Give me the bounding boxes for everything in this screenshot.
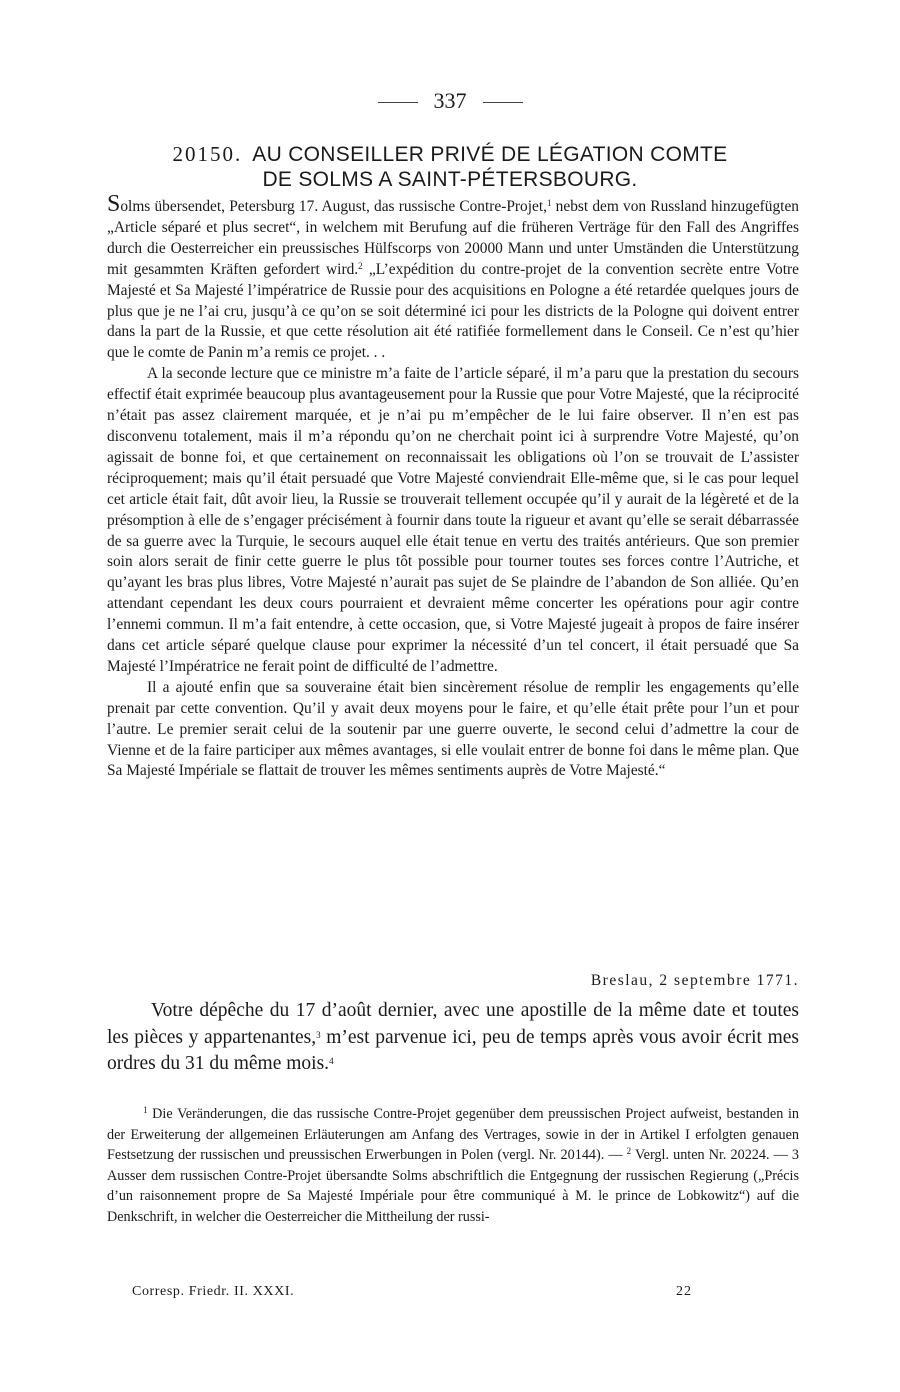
footnote-block [107,1104,799,1227]
footnote-ref-2: 2 [358,260,363,271]
heading-line-1 [105,142,795,167]
footnote-ref-1: 1 [546,198,552,208]
footnote-ref-4: 4 [329,1056,334,1066]
signature-line [132,1284,692,1300]
footnote-text-2: Vergl. unten Nr. 20224. — [631,1147,788,1163]
page-number-text: 337 [433,88,467,113]
footnote-mark-2: 2 [626,1146,632,1156]
signature-left: Corresp. Friedr. II. XXXI. [132,1284,295,1299]
footnote-ref-3: 3 [316,1029,321,1040]
summary-paragraph [107,191,799,364]
footnotes [107,1104,799,1227]
dispatch-text-1: Votre dépêche du 17 d’août dernier, avec une apostille de la même date et toutes les pièces y appartenantes, [107,1000,799,1048]
footnote-text-3: Ausser dem russischen Contre-Projet übersandte Solms abschriftlich die Entgegnung der russischen Regierung („Précis d’un raisonnement propre de Sa Majesté Impériale pour être communiqué à M. le prince de Lobkowitz“) auf die Denkschrift, in welcher die Oesterreicher die Mittheilung der russi- [107,1167,799,1225]
summary-text-1: olms übersendet, Petersburg 17. August, das russische Contre-Projet, [120,198,547,215]
letter-body [107,191,799,782]
dispatch-text [107,998,799,1078]
document-number: 20150. [172,142,243,166]
dropcap: S [107,191,121,217]
footnote-mark-3: 3 [791,1147,800,1163]
body-paragraph-2: A la seconde lecture que ce ministre m’a faite de l’article séparé, il m’a paru que la prestation du secours effectif était exprimée beaucoup plus avantageusement pour la Russie que pour Votre Majesté, que la réciprocité n’était pas assez clairement marquée, et je n’ai pu m’empêcher de le lui faire observer. Il n’en est pas disconvenu totalement, mais il m’a répondu qu’on ne cherchait point ici à surprendre Votre Majesté, qu’on agissait de bonne foi, et que certainement on reconnaissait les obligations où l’on se trouvait de L’assister réciproquement; mais qu’il était persuadé que Votre Majesté conviendrait Elle-même que, si le cas pour lequel cet article était fait, dût avoir lieu, la Russie se trouverait tellement occupée qu’il y aurait de la légèreté et de la présomption à elle de s’engager précisément à fournir dans toute la rigueur et avant qu’elle se serait débarrassée de sa guerre avec la Turquie, le secours auquel elle était tenue en vertu des traités antérieurs. Que son premier soin alors serait de finir cette guerre le plus tôt possible pour tourner toutes ses forces contre l’Autriche, et qu’ayant les bras plus libres, Votre Majesté n’aurait pas sujet de Se plaindre de l’abandon de Son alliée. Qu’en attendant cependant les deux cours pourraient et devraient même concerter les opérations pour agir contre l’ennemi commun. Il m’a fait entendre, à cette occasion, que, si Votre Majesté jugeait à propos de faire insérer dans cet article séparé quelque clause pour exprimer la nécessité d’un tel concert, il était persuadé que Sa Majesté l’Impératrice ne ferait point de difficulté de l’admettre. [107,365,799,675]
body-paragraph-3: Il a ajouté enfin que sa souveraine était bien sincèrement résolue de remplir les engagements qu’elle prenait par cette convention. Qu’il y avait deux moyens pour le faire, et qu’elle était prête pour l’un et pour l’autre. Le premier serait celui de la soutenir par une guerre ouverte, le second celui d’admettre la cour de Vienne et de la faire participer aux mêmes avantages, si elle voulait entrer de bonne foi dans le même plan. Que Sa Majesté Impériale se flattait de trouver les mêmes sentiments auprès de Votre Majesté.“ [107,678,799,780]
footnote-mark-1: 1 [143,1105,148,1115]
letter-heading [105,142,795,192]
signature-number: 22 [676,1284,692,1299]
dispatch-text-2: m’est parvenue ici, peu de temps après vous avoir écrit mes ordres du 31 du même mois. [107,1026,799,1074]
footnote-text-1: Die Veränderungen, die das russische Contre-Projet gegenüber dem preussischen Project aufweist, bestanden in der Erweiterung der allgemeinen Erläuterungen am Anfang des Vertrages, sowie in der in Artikel I erfolgten genauen Festsetzung der russischen und preussischen Erwerbungen in Polen (vergl. Nr. 20144). — [107,1106,799,1163]
dispatch-paragraph [107,998,799,1078]
heading-title-1: AU CONSEILLER PRIVÉ DE LÉGATION COMTE [252,143,728,166]
rule-left [378,102,418,103]
rule-right [483,102,523,103]
page-number [0,88,900,114]
summary-text-3: „L’expédition du contre-projet de la convention secrète entre Votre Majesté et Sa Majesté l’impératrice de Russie pour des acquisitions en Pologne a été retardée quelques jours de plus que je ne l’ai cru, jusqu’à ce qu’on se soit déterminé ici pour les districts de la Pologne qui doivent entrer dans la part de la Russie, et que cette résolution ait été ratifiée formellement dans le Conseil. Ce n’est qu’hier que le comte de Panin m’a remis ce projet. . . [107,260,799,362]
summary-text-2: nebst dem von Russland hinzugefügten „Article séparé et plus secret“, in welchem mit Berufung auf die früheren Verträge für den Fall des Angriffes durch die Oesterreicher ein preussisches Hülfscorps von 20000 Mann und unter Umständen die Unterstützung mit gesammten Kräften gefordert wird. [107,198,799,278]
place-date: Breslau, 2 septembre 1771. [590,972,799,989]
heading-line-2: DE SOLMS A SAINT-PÉTERSBOURG. [262,168,638,191]
